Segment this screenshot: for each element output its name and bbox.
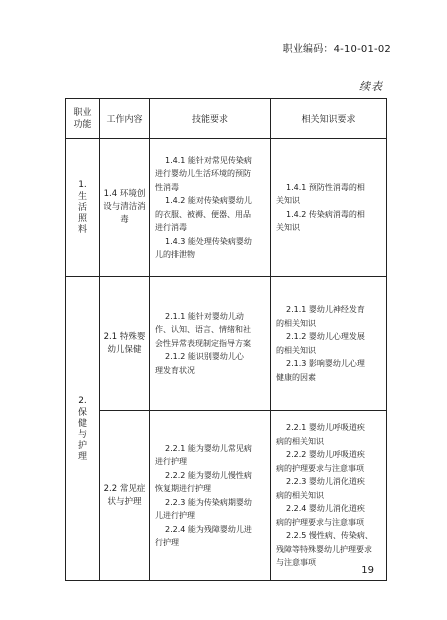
header-knowledge-requirements: 相关知识要求 (271, 99, 387, 139)
skill-line: 1.4.2 能对传染病婴幼儿 (165, 196, 252, 205)
knowledge-line: 病的相关知识 (276, 436, 324, 446)
skill-line: 的衣服、被褥、便器、用品 (155, 209, 251, 219)
function-number: 1. (78, 180, 87, 190)
skill-line: 2.2.1 能为婴幼儿常见病 (165, 443, 252, 453)
knowledge-cell (271, 277, 387, 411)
work-content-cell: 1.4 环境创设与清洁消毒 (100, 139, 150, 277)
skill-line: 进行婴幼儿生活环境的预防 (155, 169, 251, 178)
table-row (66, 411, 387, 581)
work-content-cell: 2.1 特殊婴幼儿保健 (100, 277, 150, 411)
skill-line: 1.4.3 能处理传染病婴幼 (165, 236, 252, 246)
knowledge-line: 1.4.2 传染病消毒的相 (286, 209, 365, 219)
skill-line: 理发育状况 (155, 365, 195, 375)
skill-line: 2.2.3 能为传染病期婴幼 (165, 497, 252, 507)
knowledge-cell (271, 139, 387, 277)
skill-line: 进行消毒 (155, 223, 187, 232)
skill-cell (150, 139, 271, 277)
skill-line: 进行护理 (155, 457, 187, 466)
skill-line: 儿的排泄物 (155, 250, 195, 259)
skill-cell (150, 277, 271, 411)
function-cell-1 (66, 139, 100, 277)
knowledge-cell (271, 411, 387, 581)
knowledge-line: 2.2.1 婴幼儿呼吸道疾 (286, 423, 365, 433)
work-content-cell: 2.2 常见症状与护理 (100, 411, 150, 581)
function-name: 生活照料 (77, 192, 87, 235)
knowledge-line: 关知识 (276, 223, 300, 232)
function-name: 保健与护理 (77, 407, 87, 462)
continued-label: 续表 (359, 80, 383, 93)
knowledge-line: 残障等特殊婴幼儿护理要求 (276, 544, 372, 554)
knowledge-lines (271, 417, 386, 574)
table-header-row (66, 99, 387, 139)
knowledge-line: 病的护理要求与注意事项 (276, 463, 364, 473)
knowledge-line: 2.2.3 婴幼儿消化道疾 (286, 477, 365, 487)
skill-line: 2.2.4 能为残障婴幼儿进 (165, 524, 252, 534)
knowledge-line: 的相关知识 (276, 345, 316, 355)
knowledge-line: 健康的因素 (276, 372, 316, 382)
knowledge-line: 病的相关知识 (276, 490, 324, 500)
knowledge-line: 与注意事项 (276, 558, 316, 568)
skill-line: 性消毒 (155, 182, 179, 192)
knowledge-line: 病的护理要求与注意事项 (276, 517, 364, 527)
knowledge-line: 2.1.2 婴幼儿心理发展 (286, 332, 365, 341)
knowledge-line: 的相关知识 (276, 318, 316, 328)
skill-lines (150, 306, 270, 382)
knowledge-lines (271, 299, 386, 388)
table-row (66, 277, 387, 411)
skill-lines (150, 150, 270, 266)
header-function: 职业功能 (66, 99, 100, 139)
skill-line: 2.1.2 能识别婴幼儿心 (165, 352, 244, 362)
skill-line: 2.2.2 能为婴幼儿慢性病 (165, 470, 252, 480)
skill-line: 恢复期进行护理 (155, 484, 211, 493)
skill-line: 2.1.1 能针对婴幼儿动 (165, 311, 244, 321)
knowledge-line: 2.1.1 婴幼儿神经发育 (286, 305, 365, 314)
function-cell-2 (66, 277, 100, 581)
skill-lines (150, 438, 270, 554)
skill-cell (150, 411, 271, 581)
skill-line: 行护理 (155, 538, 179, 547)
occupation-code: 职业编码：4-10-01-02 (282, 44, 391, 55)
header-skill-requirements: 技能要求 (150, 99, 271, 139)
knowledge-line: 2.2.5 慢性病、传染病、 (286, 531, 373, 541)
page-number: 19 (361, 565, 374, 576)
skill-line: 1.4.1 能针对常见传染病 (165, 155, 252, 165)
header-work-content: 工作内容 (100, 99, 150, 139)
knowledge-line: 2.2.2 婴幼儿呼吸道疾 (286, 450, 365, 460)
skill-line: 儿进行护理 (155, 511, 195, 520)
knowledge-line: 2.2.4 婴幼儿消化道疾 (286, 504, 365, 514)
skills-table (65, 98, 387, 581)
function-number: 2. (78, 395, 87, 406)
knowledge-line: 2.1.3 影响婴幼儿心理 (286, 359, 365, 368)
knowledge-line: 1.4.1 预防性消毒的相 (286, 182, 365, 192)
table-row (66, 139, 387, 277)
skill-line: 会性异常表现制定指导方案 (155, 338, 251, 348)
skill-line: 作、认知、语言、情绪和社 (155, 325, 251, 335)
knowledge-lines (271, 177, 386, 239)
knowledge-line: 关知识 (276, 196, 300, 205)
